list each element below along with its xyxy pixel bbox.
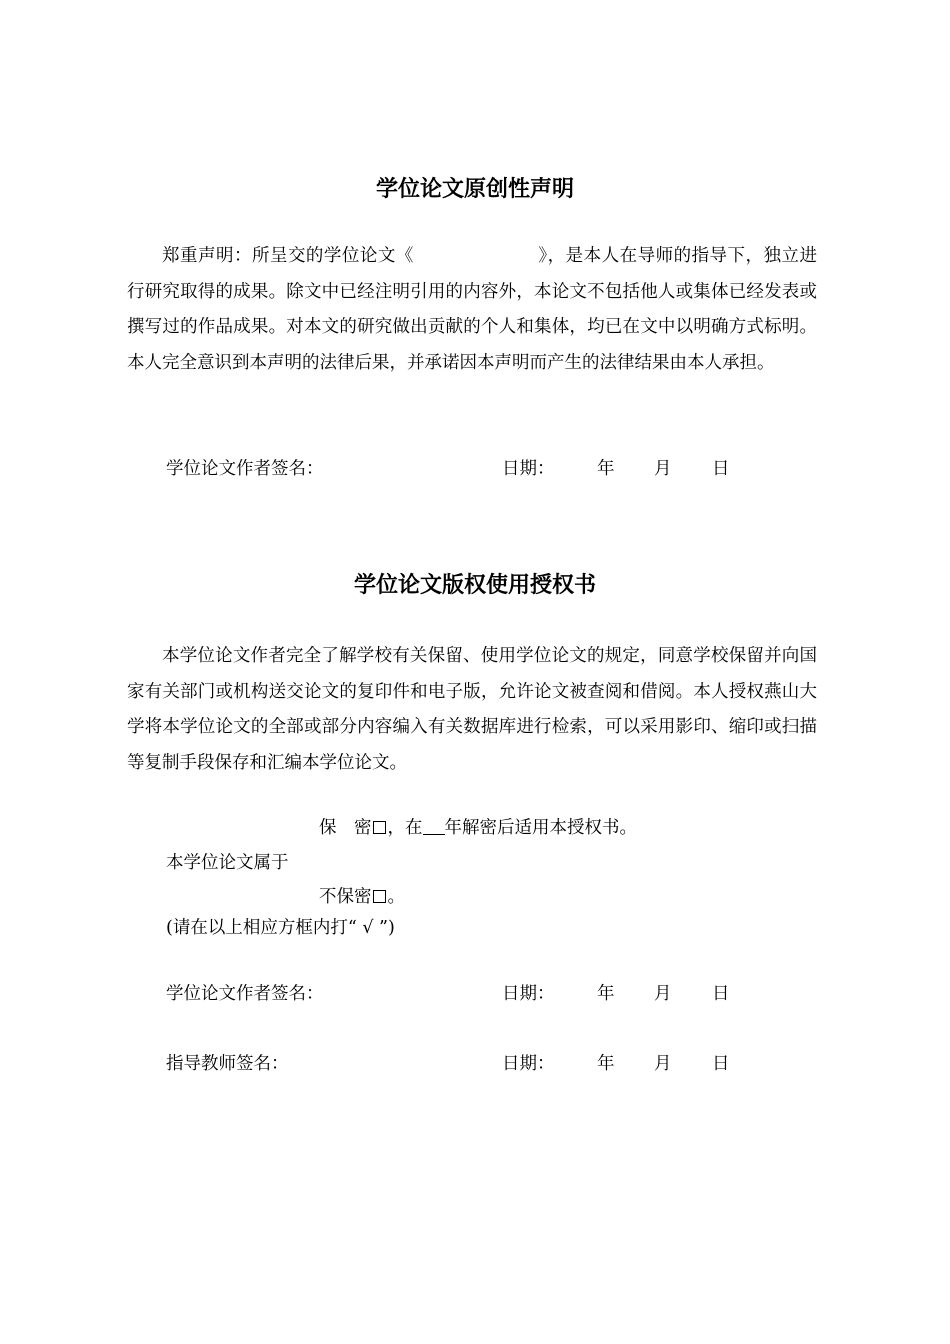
secret-clause-b: 年解密后适用本授权书。 — [444, 818, 637, 838]
declaration-text-rest: 》，是本人在导师的指导下，独立进行研究取得的成果。除文中已经注明引用的内容外，本论文不包括他人或集体已经发表或撰写过的作品成果。对本文的研究做出贡献的个人和集体，均已在文中以明确方式标明。本人完全意识到本声明的法律后果，并承诺因本声明而产生的法律结果由本人承担。 — [127, 246, 818, 373]
years-blank — [423, 818, 445, 835]
not-secret-label: 不保密 — [319, 887, 372, 907]
authorization-author-day-label: 日 — [712, 984, 730, 1004]
not-secret-checkbox[interactable] — [373, 890, 386, 903]
not-secret-option — [319, 885, 405, 909]
authorization-author-signature-label: 学位论文作者签名： — [166, 984, 324, 1004]
declaration-day-label: 日 — [712, 459, 730, 479]
declaration-title: 学位论文原创性声明 — [375, 177, 574, 202]
checkmark-instruction: (请在以上相应方框内打“ √ ”) — [166, 918, 395, 938]
declaration-date-label: 日期： — [502, 459, 555, 479]
not-secret-end: 。 — [387, 887, 405, 907]
declaration-author-signature-label: 学位论文作者签名： — [166, 459, 324, 479]
declaration-text-start: 郑重声明：所呈交的学位论文《 — [162, 246, 414, 266]
authorization-title: 学位论文版权使用授权书 — [353, 573, 596, 598]
advisor-signature-label: 指导教师签名： — [166, 1054, 289, 1074]
advisor-date-label: 日期： — [502, 1054, 555, 1074]
belongs-label: 本学位论文属于 — [166, 853, 289, 873]
authorization-author-month-label: 月 — [654, 984, 672, 1004]
secret-option — [319, 816, 637, 840]
declaration-year-label: 年 — [597, 459, 615, 479]
authorization-author-year-label: 年 — [597, 984, 615, 1004]
secret-checkbox[interactable] — [373, 821, 386, 834]
secret-clause-a: ，在 — [387, 818, 423, 838]
declaration-paragraph — [127, 239, 817, 381]
advisor-year-label: 年 — [597, 1054, 615, 1074]
authorization-paragraph: 本学位论文作者完全了解学校有关保留、使用学位论文的规定，同意学校保留并向国家有关部门或机构送交论文的复印件和电子版，允许论文被查阅和借阅。本人授权燕山大学将本学位论文的全部或部分内容编入有关数据库进行检索，可以采用影印、缩印或扫描等复制手段保存和汇编本学位论文。 — [127, 646, 817, 773]
authorization-author-date-label: 日期： — [502, 984, 555, 1004]
advisor-month-label: 月 — [654, 1054, 672, 1074]
declaration-month-label: 月 — [654, 459, 672, 479]
advisor-day-label: 日 — [712, 1054, 730, 1074]
secret-label: 保 密 — [319, 818, 372, 838]
